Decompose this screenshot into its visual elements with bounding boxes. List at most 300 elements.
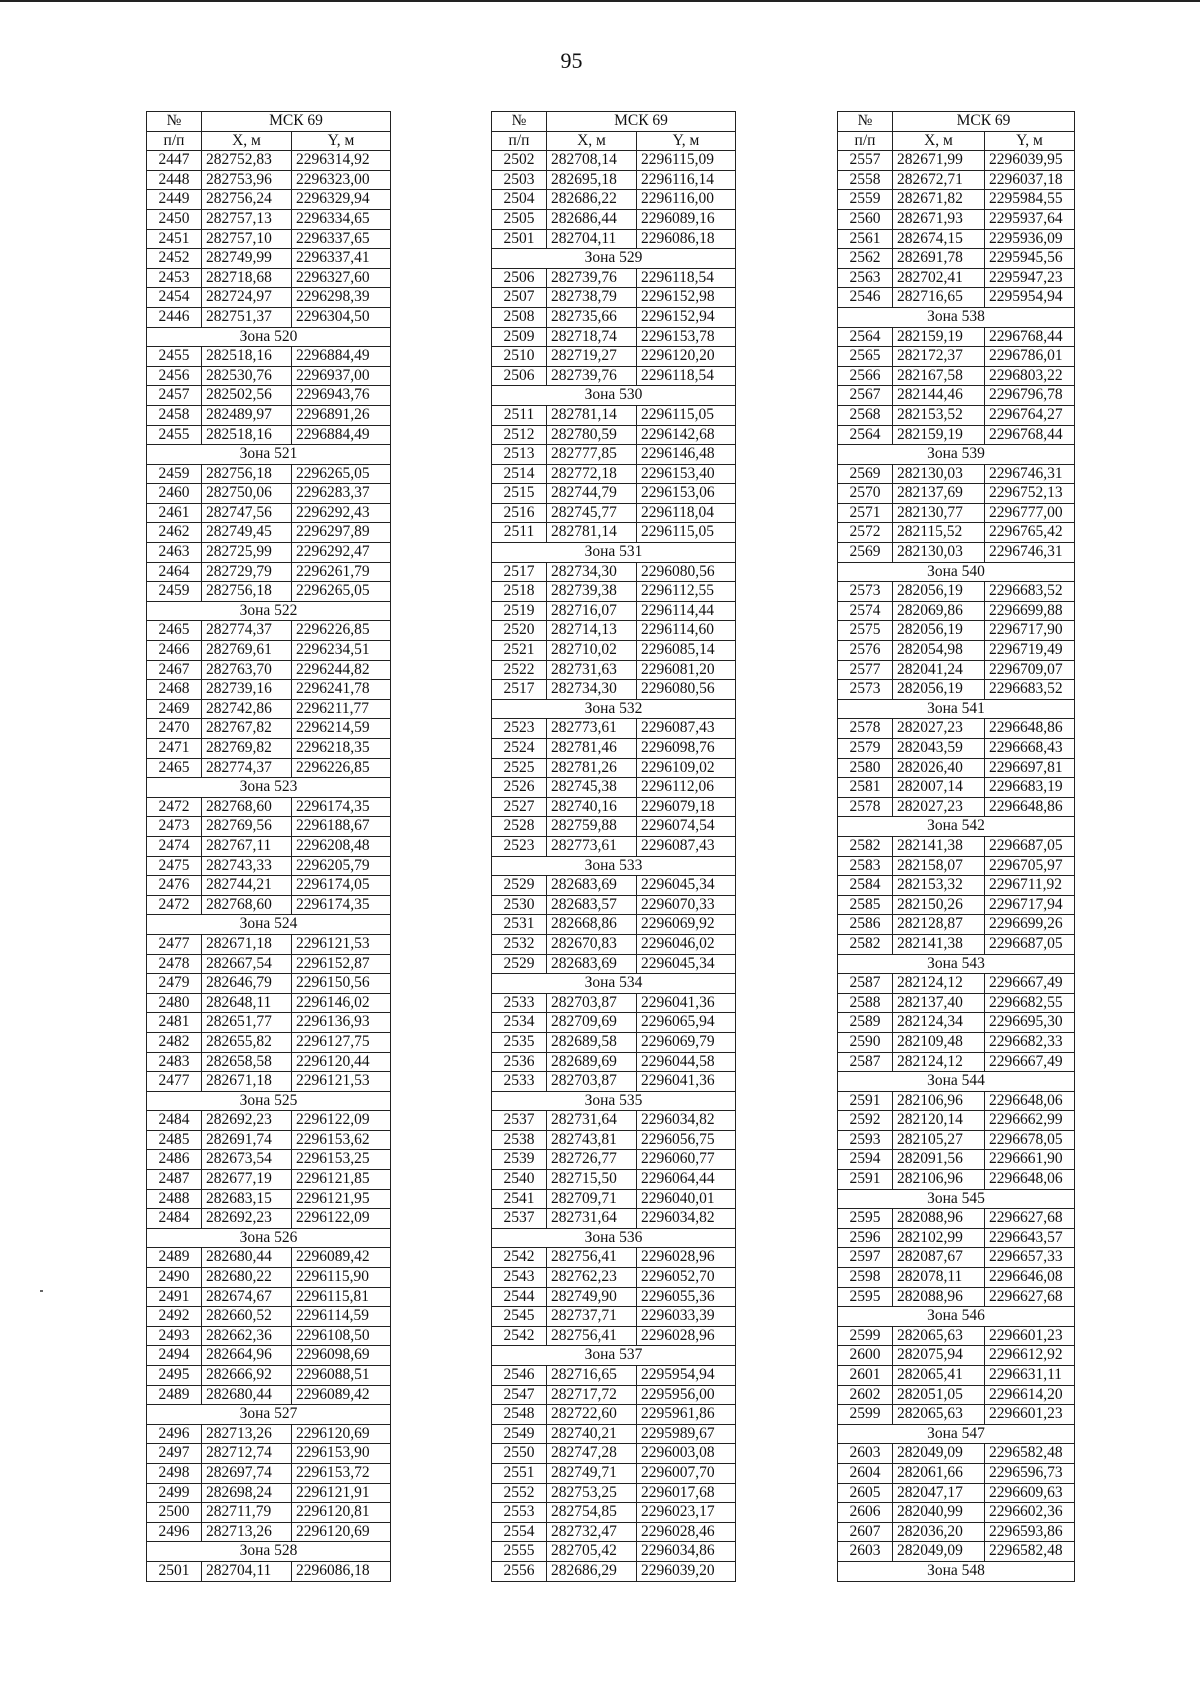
table-row (838, 484, 1075, 504)
x-coordinate-cell: 282731,63 (547, 660, 637, 680)
x-coordinate-cell: 282049,09 (893, 1542, 985, 1562)
y-coordinate-cell: 2296304,50 (292, 307, 391, 327)
point-number-cell: 2470 (147, 719, 202, 739)
table-row (492, 503, 736, 523)
table-row (147, 1287, 391, 1307)
table-row (147, 1346, 391, 1366)
x-coordinate-cell: 282743,33 (202, 856, 292, 876)
y-coordinate-cell: 2296695,30 (985, 1013, 1075, 1033)
x-coordinate-cell: 282065,63 (893, 1405, 985, 1425)
y-coordinate-cell: 2296711,92 (985, 876, 1075, 896)
zone-row (147, 1091, 391, 1111)
table-row (492, 1326, 736, 1346)
point-number-cell: 2524 (492, 739, 547, 759)
table-row (492, 1385, 736, 1405)
table-row (838, 915, 1075, 935)
table-row (147, 1307, 391, 1327)
x-coordinate-cell: 282731,64 (547, 1111, 637, 1131)
y-coordinate-cell: 2296752,13 (985, 484, 1075, 504)
point-number-cell: 2584 (838, 876, 893, 896)
point-number-cell: 2465 (147, 758, 202, 778)
point-number-cell: 2527 (492, 797, 547, 817)
table-row (492, 1366, 736, 1386)
table-row (492, 229, 736, 249)
y-coordinate-cell: 2296079,18 (637, 797, 736, 817)
top-border-line (0, 0, 1200, 2)
table-row (492, 797, 736, 817)
table-row (147, 1463, 391, 1483)
point-number-cell: 2543 (492, 1268, 547, 1288)
y-coordinate-cell: 2296717,94 (985, 895, 1075, 915)
point-number-cell: 2560 (838, 209, 893, 229)
table-row (147, 582, 391, 602)
table-row (147, 1130, 391, 1150)
point-number-cell: 2591 (838, 1091, 893, 1111)
x-coordinate-cell: 282124,12 (893, 974, 985, 994)
table-row (492, 1248, 736, 1268)
point-number-cell: 2537 (492, 1209, 547, 1229)
point-number-cell: 2607 (838, 1522, 893, 1542)
table-row (147, 288, 391, 308)
x-coordinate-cell: 282683,57 (547, 895, 637, 915)
x-coordinate-cell: 282047,17 (893, 1483, 985, 1503)
table-row (492, 836, 736, 856)
x-coordinate-cell: 282756,24 (202, 190, 292, 210)
point-number-cell: 2489 (147, 1248, 202, 1268)
table-row (492, 915, 736, 935)
x-coordinate-cell: 282088,96 (893, 1209, 985, 1229)
x-coordinate-cell: 282692,23 (202, 1111, 292, 1131)
point-number-cell: 2571 (838, 503, 893, 523)
point-number-cell: 2590 (838, 1032, 893, 1052)
point-number-cell: 2579 (838, 739, 893, 759)
y-coordinate-cell: 2296046,02 (637, 934, 736, 954)
point-number-cell: 2530 (492, 895, 547, 915)
point-number-cell: 2593 (838, 1130, 893, 1150)
zone-label: Зона 548 (838, 1561, 1075, 1581)
point-number-cell: 2573 (838, 582, 893, 602)
point-number-cell: 2602 (838, 1385, 893, 1405)
x-coordinate-cell: 282130,03 (893, 543, 985, 563)
x-coordinate-cell: 282662,36 (202, 1326, 292, 1346)
point-number-cell: 2603 (838, 1444, 893, 1464)
y-coordinate-cell: 2296115,81 (292, 1287, 391, 1307)
point-number-cell: 2513 (492, 445, 547, 465)
point-number-cell: 2497 (147, 1444, 202, 1464)
point-number-cell: 2468 (147, 680, 202, 700)
x-coordinate-cell: 282026,40 (893, 758, 985, 778)
x-coordinate-cell: 282051,05 (893, 1385, 985, 1405)
zone-label: Зона 532 (492, 699, 736, 719)
point-number-cell: 2569 (838, 543, 893, 563)
table-row (838, 1522, 1075, 1542)
x-coordinate-cell: 282753,25 (547, 1483, 637, 1503)
table-row (147, 1170, 391, 1190)
point-number-cell: 2511 (492, 523, 547, 543)
point-number-cell: 2555 (492, 1542, 547, 1562)
point-number-cell: 2500 (147, 1503, 202, 1523)
y-coordinate-cell: 2296337,65 (292, 229, 391, 249)
y-coordinate-cell: 2296796,78 (985, 386, 1075, 406)
zone-label: Зона 541 (838, 699, 1075, 719)
table-row (147, 425, 391, 445)
x-coordinate-cell: 282041,24 (893, 660, 985, 680)
y-coordinate-cell: 2296786,01 (985, 347, 1075, 367)
y-coordinate-cell: 2296152,98 (637, 288, 736, 308)
y-coordinate-cell: 2296120,69 (292, 1522, 391, 1542)
y-coordinate-cell: 2296023,17 (637, 1503, 736, 1523)
table-row (492, 1542, 736, 1562)
table-row (147, 1111, 391, 1131)
table-row (147, 366, 391, 386)
header-num-sub: п/п (492, 131, 547, 151)
table-row (147, 1209, 391, 1229)
zone-label: Зона 528 (147, 1542, 391, 1562)
y-coordinate-cell: 2296683,52 (985, 582, 1075, 602)
table-row (147, 229, 391, 249)
y-coordinate-cell: 2296226,85 (292, 621, 391, 641)
x-coordinate-cell: 282153,32 (893, 876, 985, 896)
table-row (492, 1287, 736, 1307)
y-coordinate-cell: 2296153,40 (637, 464, 736, 484)
x-coordinate-cell: 282756,41 (547, 1248, 637, 1268)
y-coordinate-cell: 2296065,94 (637, 1013, 736, 1033)
table-row (492, 190, 736, 210)
y-coordinate-cell: 2296596,73 (985, 1463, 1075, 1483)
x-coordinate-cell: 282109,48 (893, 1032, 985, 1052)
y-coordinate-cell: 2296627,68 (985, 1209, 1075, 1229)
point-number-cell: 2499 (147, 1483, 202, 1503)
point-number-cell: 2549 (492, 1424, 547, 1444)
point-number-cell: 2493 (147, 1326, 202, 1346)
x-coordinate-cell: 282689,69 (547, 1052, 637, 1072)
table-row (492, 1209, 736, 1229)
x-coordinate-cell: 282752,83 (202, 151, 292, 171)
x-coordinate-cell: 282153,52 (893, 405, 985, 425)
y-coordinate-cell: 2296116,14 (637, 170, 736, 190)
y-coordinate-cell: 2295956,00 (637, 1385, 736, 1405)
point-number-cell: 2577 (838, 660, 893, 680)
y-coordinate-cell: 2296153,78 (637, 327, 736, 347)
y-coordinate-cell: 2296648,86 (985, 797, 1075, 817)
x-coordinate-cell: 282739,76 (547, 366, 637, 386)
y-coordinate-cell: 2296152,87 (292, 954, 391, 974)
y-coordinate-cell: 2296646,08 (985, 1268, 1075, 1288)
point-number-cell: 2476 (147, 876, 202, 896)
x-coordinate-cell: 282737,71 (547, 1307, 637, 1327)
table-row (492, 1130, 736, 1150)
y-coordinate-cell: 2296039,20 (637, 1561, 736, 1581)
zone-row (147, 1405, 391, 1425)
coordinate-table-right (837, 111, 1075, 1582)
y-coordinate-cell: 2296631,11 (985, 1366, 1075, 1386)
y-coordinate-cell: 2296612,92 (985, 1346, 1075, 1366)
x-coordinate-cell: 282774,37 (202, 758, 292, 778)
point-number-cell: 2464 (147, 562, 202, 582)
y-coordinate-cell: 2296602,36 (985, 1503, 1075, 1523)
x-coordinate-cell: 282027,23 (893, 719, 985, 739)
y-coordinate-cell: 2296085,14 (637, 641, 736, 661)
x-coordinate-cell: 282671,82 (893, 190, 985, 210)
x-coordinate-cell: 282722,60 (547, 1405, 637, 1425)
y-coordinate-cell: 2296337,41 (292, 249, 391, 269)
x-coordinate-cell: 282709,71 (547, 1189, 637, 1209)
point-number-cell: 2504 (492, 190, 547, 210)
table-row (492, 1405, 736, 1425)
point-number-cell: 2519 (492, 601, 547, 621)
table-row (147, 954, 391, 974)
table-row (492, 601, 736, 621)
x-coordinate-cell: 282717,72 (547, 1385, 637, 1405)
table-row (147, 1424, 391, 1444)
x-coordinate-cell: 282130,03 (893, 464, 985, 484)
point-number-cell: 2462 (147, 523, 202, 543)
x-coordinate-cell: 282664,96 (202, 1346, 292, 1366)
y-coordinate-cell: 2296086,18 (292, 1561, 391, 1581)
table-row (492, 1052, 736, 1072)
point-number-cell: 2540 (492, 1170, 547, 1190)
y-coordinate-cell: 2296283,37 (292, 484, 391, 504)
y-coordinate-cell: 2296121,95 (292, 1189, 391, 1209)
point-number-cell: 2564 (838, 425, 893, 445)
table-row (147, 268, 391, 288)
point-number-cell: 2534 (492, 1013, 547, 1033)
x-coordinate-cell: 282518,16 (202, 347, 292, 367)
zone-row (492, 1346, 736, 1366)
y-coordinate-cell: 2296121,85 (292, 1170, 391, 1190)
table-row (838, 405, 1075, 425)
x-coordinate-cell: 282781,46 (547, 739, 637, 759)
y-coordinate-cell: 2296803,22 (985, 366, 1075, 386)
point-number-cell: 2589 (838, 1013, 893, 1033)
table-row (147, 151, 391, 171)
y-coordinate-cell: 2296070,33 (637, 895, 736, 915)
point-number-cell: 2554 (492, 1522, 547, 1542)
x-coordinate-cell: 282718,68 (202, 268, 292, 288)
x-coordinate-cell: 282087,67 (893, 1248, 985, 1268)
y-coordinate-cell: 2296060,77 (637, 1150, 736, 1170)
header-num: № (492, 112, 547, 132)
point-number-cell: 2556 (492, 1561, 547, 1581)
header-system: МСК 69 (893, 112, 1075, 132)
y-coordinate-cell: 2296218,35 (292, 739, 391, 759)
y-coordinate-cell: 2296211,77 (292, 699, 391, 719)
point-number-cell: 2523 (492, 836, 547, 856)
header-x: X, м (202, 131, 292, 151)
y-coordinate-cell: 2296174,35 (292, 895, 391, 915)
table-row (492, 1424, 736, 1444)
table-row (838, 836, 1075, 856)
x-coordinate-cell: 282712,74 (202, 1444, 292, 1464)
x-coordinate-cell: 282740,16 (547, 797, 637, 817)
point-number-cell: 2507 (492, 288, 547, 308)
y-coordinate-cell: 2296089,42 (292, 1385, 391, 1405)
y-coordinate-cell: 2296667,49 (985, 974, 1075, 994)
x-coordinate-cell: 282710,02 (547, 641, 637, 661)
x-coordinate-cell: 282680,44 (202, 1248, 292, 1268)
table-row (492, 425, 736, 445)
y-coordinate-cell: 2296118,54 (637, 366, 736, 386)
y-coordinate-cell: 2296678,05 (985, 1130, 1075, 1150)
table-row (492, 621, 736, 641)
point-number-cell: 2575 (838, 621, 893, 641)
table-row (838, 425, 1075, 445)
point-number-cell: 2477 (147, 934, 202, 954)
table-row (838, 758, 1075, 778)
y-coordinate-cell: 2296668,43 (985, 739, 1075, 759)
table-row (492, 1483, 736, 1503)
point-number-cell: 2528 (492, 817, 547, 837)
zone-label: Зона 546 (838, 1307, 1075, 1327)
point-number-cell: 2573 (838, 680, 893, 700)
point-number-cell: 2538 (492, 1130, 547, 1150)
y-coordinate-cell: 2296153,72 (292, 1463, 391, 1483)
x-coordinate-cell: 282167,58 (893, 366, 985, 386)
x-coordinate-cell: 282088,96 (893, 1287, 985, 1307)
y-coordinate-cell: 2296146,02 (292, 993, 391, 1013)
zone-row (492, 543, 736, 563)
x-coordinate-cell: 282056,19 (893, 621, 985, 641)
table-row (492, 523, 736, 543)
x-coordinate-cell: 282767,11 (202, 836, 292, 856)
zone-row (492, 249, 736, 269)
x-coordinate-cell: 282718,74 (547, 327, 637, 347)
x-coordinate-cell: 282767,82 (202, 719, 292, 739)
point-number-cell: 2478 (147, 954, 202, 974)
point-number-cell: 2509 (492, 327, 547, 347)
point-number-cell: 2599 (838, 1405, 893, 1425)
table-row (147, 758, 391, 778)
x-coordinate-cell: 282756,18 (202, 582, 292, 602)
zone-label: Зона 526 (147, 1228, 391, 1248)
x-coordinate-cell: 282698,24 (202, 1483, 292, 1503)
point-number-cell: 2569 (838, 464, 893, 484)
y-coordinate-cell: 2296045,34 (637, 954, 736, 974)
point-number-cell: 2512 (492, 425, 547, 445)
y-coordinate-cell: 2296244,82 (292, 660, 391, 680)
y-coordinate-cell: 2295954,94 (985, 288, 1075, 308)
point-number-cell: 2603 (838, 1542, 893, 1562)
point-number-cell: 2491 (147, 1287, 202, 1307)
table-row (838, 170, 1075, 190)
y-coordinate-cell: 2296122,09 (292, 1111, 391, 1131)
y-coordinate-cell: 2296120,81 (292, 1503, 391, 1523)
table-row (838, 249, 1075, 269)
point-number-cell: 2606 (838, 1503, 893, 1523)
x-coordinate-cell: 282747,28 (547, 1444, 637, 1464)
point-number-cell: 2583 (838, 856, 893, 876)
y-coordinate-cell: 2296041,36 (637, 993, 736, 1013)
x-coordinate-cell: 282106,96 (893, 1170, 985, 1190)
point-number-cell: 2501 (492, 229, 547, 249)
zone-row (838, 1189, 1075, 1209)
table-row (838, 1326, 1075, 1346)
x-coordinate-cell: 282757,13 (202, 209, 292, 229)
table-row (492, 1561, 736, 1581)
table-row (838, 503, 1075, 523)
x-coordinate-cell: 282530,76 (202, 366, 292, 386)
x-coordinate-cell: 282660,52 (202, 1307, 292, 1327)
y-coordinate-cell: 2296064,44 (637, 1170, 736, 1190)
y-coordinate-cell: 2296087,43 (637, 836, 736, 856)
table-row (492, 1111, 736, 1131)
table-row (147, 523, 391, 543)
x-coordinate-cell: 282744,79 (547, 484, 637, 504)
y-coordinate-cell: 2296314,92 (292, 151, 391, 171)
x-coordinate-cell: 282489,97 (202, 405, 292, 425)
zone-label: Зона 530 (492, 386, 736, 406)
table-row (838, 660, 1075, 680)
zone-label: Зона 545 (838, 1189, 1075, 1209)
x-coordinate-cell: 282668,86 (547, 915, 637, 935)
point-number-cell: 2574 (838, 601, 893, 621)
table-row (492, 170, 736, 190)
point-number-cell: 2541 (492, 1189, 547, 1209)
x-coordinate-cell: 282759,88 (547, 817, 637, 837)
point-number-cell: 2466 (147, 641, 202, 661)
y-coordinate-cell: 2296746,31 (985, 543, 1075, 563)
point-number-cell: 2485 (147, 1130, 202, 1150)
zone-row (492, 1091, 736, 1111)
x-coordinate-cell: 282751,37 (202, 307, 292, 327)
y-coordinate-cell: 2296044,58 (637, 1052, 736, 1072)
point-number-cell: 2553 (492, 1503, 547, 1523)
x-coordinate-cell: 282674,67 (202, 1287, 292, 1307)
y-coordinate-cell: 2296034,82 (637, 1209, 736, 1229)
point-number-cell: 2546 (492, 1366, 547, 1386)
x-coordinate-cell: 282702,41 (893, 268, 985, 288)
x-coordinate-cell: 282144,46 (893, 386, 985, 406)
zone-label: Зона 542 (838, 817, 1075, 837)
point-number-cell: 2463 (147, 543, 202, 563)
y-coordinate-cell: 2296040,01 (637, 1189, 736, 1209)
y-coordinate-cell: 2296153,06 (637, 484, 736, 504)
x-coordinate-cell: 282646,79 (202, 974, 292, 994)
table-row (492, 209, 736, 229)
zone-label: Зона 520 (147, 327, 391, 347)
x-coordinate-cell: 282753,96 (202, 170, 292, 190)
x-coordinate-cell: 282683,15 (202, 1189, 292, 1209)
x-coordinate-cell: 282065,63 (893, 1326, 985, 1346)
x-coordinate-cell: 282686,22 (547, 190, 637, 210)
zone-row (147, 1228, 391, 1248)
table-row (838, 856, 1075, 876)
point-number-cell: 2472 (147, 895, 202, 915)
y-coordinate-cell: 2296120,20 (637, 347, 736, 367)
point-number-cell: 2517 (492, 562, 547, 582)
table-row (147, 1268, 391, 1288)
table-row (838, 719, 1075, 739)
zone-row (838, 445, 1075, 465)
y-coordinate-cell: 2296153,90 (292, 1444, 391, 1464)
y-coordinate-cell: 2296118,54 (637, 268, 736, 288)
table-row (492, 562, 736, 582)
y-coordinate-cell: 2296069,79 (637, 1032, 736, 1052)
y-coordinate-cell: 2296115,05 (637, 523, 736, 543)
point-number-cell: 2605 (838, 1483, 893, 1503)
table-row (838, 1150, 1075, 1170)
point-number-cell: 2576 (838, 641, 893, 661)
y-coordinate-cell: 2296667,49 (985, 1052, 1075, 1072)
x-coordinate-cell: 282158,07 (893, 856, 985, 876)
point-number-cell: 2496 (147, 1424, 202, 1444)
point-number-cell: 2498 (147, 1463, 202, 1483)
table-row (147, 1366, 391, 1386)
y-coordinate-cell: 2296297,89 (292, 523, 391, 543)
header-num: № (147, 112, 202, 132)
table-row (492, 817, 736, 837)
table-row (492, 1032, 736, 1052)
